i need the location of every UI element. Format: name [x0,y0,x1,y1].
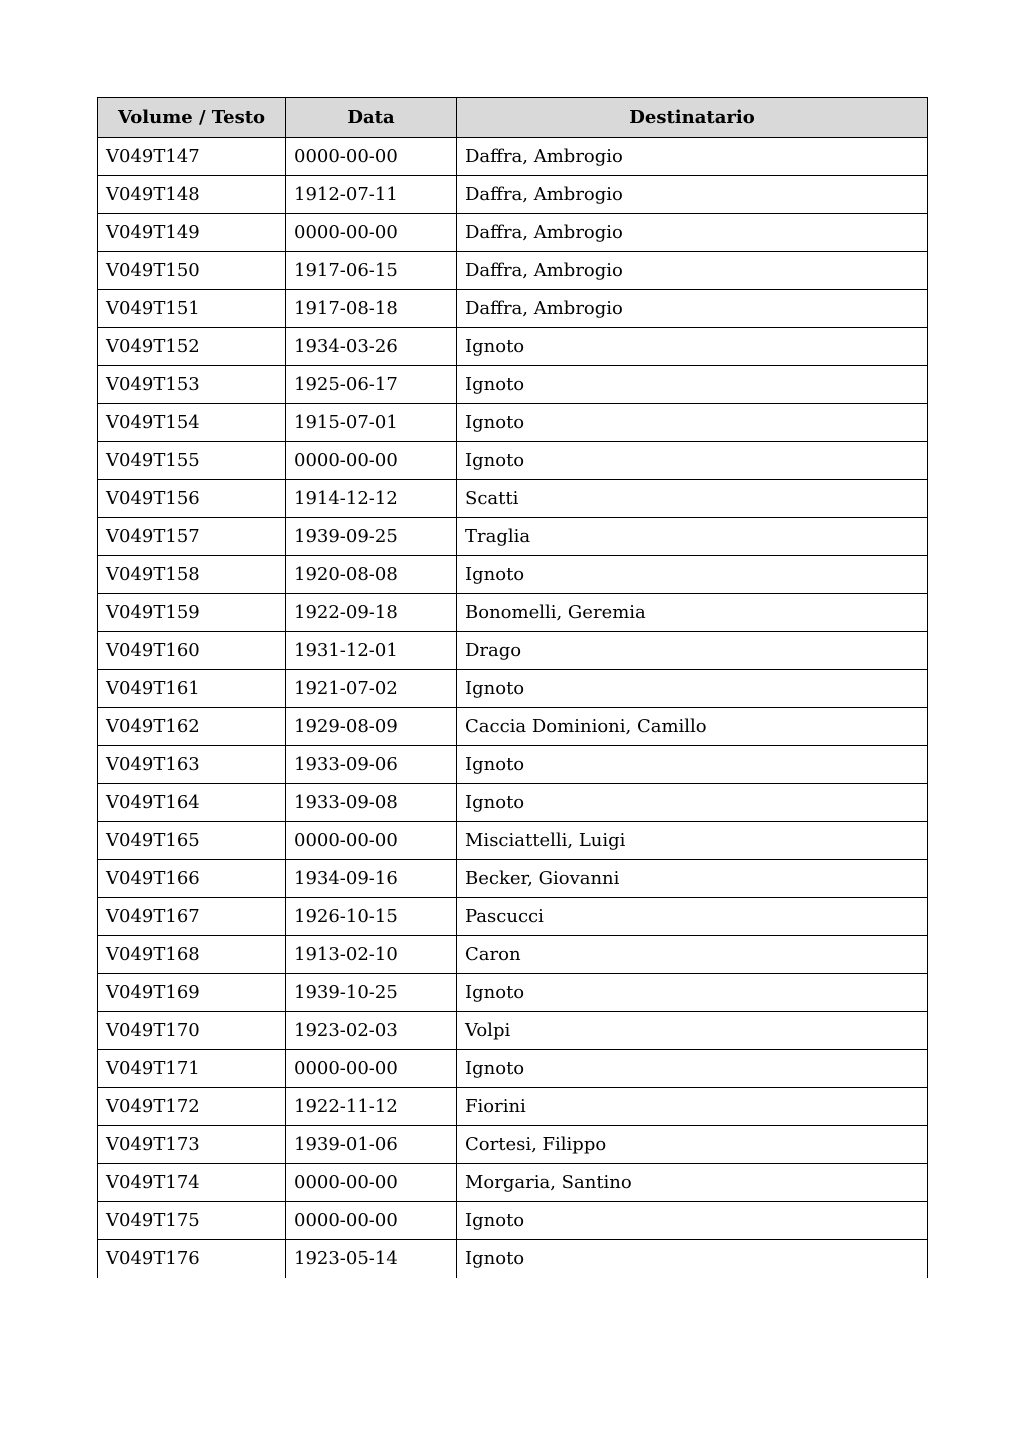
table-row [98,518,928,556]
cell-destinatario: Traglia [457,518,928,556]
table-row [98,214,928,252]
cell-volume-testo: V049T159 [98,594,286,632]
cell-volume-testo: V049T171 [98,1050,286,1088]
table-row [98,670,928,708]
cell-data: 1923-05-14 [286,1240,457,1278]
cell-destinatario: Morgaria, Santino [457,1164,928,1202]
cell-destinatario: Drago [457,632,928,670]
cell-volume-testo: V049T173 [98,1126,286,1164]
table-row [98,708,928,746]
cell-destinatario: Bonomelli, Geremia [457,594,928,632]
cell-volume-testo: V049T168 [98,936,286,974]
cell-destinatario: Daffra, Ambrogio [457,176,928,214]
cell-data: 1921-07-02 [286,670,457,708]
table-row [98,860,928,898]
cell-volume-testo: V049T157 [98,518,286,556]
cell-data: 1925-06-17 [286,366,457,404]
column-header-data: Data [286,98,457,138]
table-row [98,252,928,290]
cell-destinatario: Ignoto [457,366,928,404]
cell-destinatario: Ignoto [457,784,928,822]
cell-data: 0000-00-00 [286,214,457,252]
cell-data: 0000-00-00 [286,1050,457,1088]
cell-destinatario: Misciattelli, Luigi [457,822,928,860]
header-row [98,98,928,138]
cell-destinatario: Volpi [457,1012,928,1050]
cell-destinatario: Ignoto [457,1050,928,1088]
cell-volume-testo: V049T151 [98,290,286,328]
cell-destinatario: Daffra, Ambrogio [457,138,928,176]
table-row [98,632,928,670]
table-row [98,822,928,860]
cell-data: 1920-08-08 [286,556,457,594]
cell-data: 1934-03-26 [286,328,457,366]
cell-volume-testo: V049T152 [98,328,286,366]
table-row [98,290,928,328]
cell-volume-testo: V049T165 [98,822,286,860]
cell-data: 1939-09-25 [286,518,457,556]
cell-volume-testo: V049T155 [98,442,286,480]
table-row [98,1164,928,1202]
cell-volume-testo: V049T162 [98,708,286,746]
table-row [98,1202,928,1240]
cell-data: 1939-10-25 [286,974,457,1012]
cell-destinatario: Daffra, Ambrogio [457,214,928,252]
cell-destinatario: Ignoto [457,556,928,594]
table-row [98,784,928,822]
cell-volume-testo: V049T169 [98,974,286,1012]
cell-data: 1934-09-16 [286,860,457,898]
cell-data: 1914-12-12 [286,480,457,518]
cell-volume-testo: V049T158 [98,556,286,594]
cell-data: 1922-11-12 [286,1088,457,1126]
cell-data: 0000-00-00 [286,822,457,860]
cell-destinatario: Ignoto [457,404,928,442]
cell-volume-testo: V049T160 [98,632,286,670]
cell-data: 1912-07-11 [286,176,457,214]
cell-volume-testo: V049T166 [98,860,286,898]
cell-volume-testo: V049T164 [98,784,286,822]
cell-destinatario: Fiorini [457,1088,928,1126]
table-row [98,1050,928,1088]
table-header [98,98,928,138]
cell-volume-testo: V049T147 [98,138,286,176]
cell-destinatario: Daffra, Ambrogio [457,290,928,328]
table-row [98,328,928,366]
cell-data: 1939-01-06 [286,1126,457,1164]
cell-destinatario: Ignoto [457,746,928,784]
cell-volume-testo: V049T161 [98,670,286,708]
cell-destinatario: Caccia Dominioni, Camillo [457,708,928,746]
table-row [98,404,928,442]
cell-data: 1917-08-18 [286,290,457,328]
table-row [98,1240,928,1278]
cell-data: 0000-00-00 [286,1202,457,1240]
table-row [98,746,928,784]
cell-destinatario: Caron [457,936,928,974]
cell-volume-testo: V049T154 [98,404,286,442]
table-row [98,594,928,632]
table-row [98,936,928,974]
cell-volume-testo: V049T148 [98,176,286,214]
cell-volume-testo: V049T172 [98,1088,286,1126]
table-row [98,898,928,936]
cell-volume-testo: V049T150 [98,252,286,290]
cell-volume-testo: V049T149 [98,214,286,252]
table-body [98,138,928,1278]
cell-destinatario: Ignoto [457,328,928,366]
cell-destinatario: Cortesi, Filippo [457,1126,928,1164]
table-row [98,442,928,480]
table-row [98,480,928,518]
cell-destinatario: Ignoto [457,442,928,480]
letters-table [97,97,928,1278]
table-row [98,366,928,404]
cell-data: 1922-09-18 [286,594,457,632]
cell-destinatario: Ignoto [457,1202,928,1240]
cell-volume-testo: V049T163 [98,746,286,784]
cell-volume-testo: V049T170 [98,1012,286,1050]
cell-volume-testo: V049T167 [98,898,286,936]
cell-data: 1926-10-15 [286,898,457,936]
cell-destinatario: Becker, Giovanni [457,860,928,898]
cell-volume-testo: V049T153 [98,366,286,404]
table-row [98,176,928,214]
table-row [98,1012,928,1050]
column-header-destinatario: Destinatario [457,98,928,138]
table-row [98,974,928,1012]
cell-destinatario: Ignoto [457,974,928,1012]
cell-data: 1915-07-01 [286,404,457,442]
table-row [98,1088,928,1126]
table-row [98,1126,928,1164]
cell-destinatario: Pascucci [457,898,928,936]
cell-data: 1917-06-15 [286,252,457,290]
cell-data: 1923-02-03 [286,1012,457,1050]
cell-destinatario: Scatti [457,480,928,518]
table-row [98,138,928,176]
cell-data: 1931-12-01 [286,632,457,670]
cell-volume-testo: V049T156 [98,480,286,518]
cell-destinatario: Ignoto [457,670,928,708]
cell-data: 0000-00-00 [286,1164,457,1202]
cell-volume-testo: V049T174 [98,1164,286,1202]
cell-data: 1933-09-08 [286,784,457,822]
cell-volume-testo: V049T176 [98,1240,286,1278]
cell-destinatario: Ignoto [457,1240,928,1278]
cell-data: 1933-09-06 [286,746,457,784]
cell-data: 1913-02-10 [286,936,457,974]
cell-data: 0000-00-00 [286,442,457,480]
table-row [98,556,928,594]
cell-data: 1929-08-09 [286,708,457,746]
cell-destinatario: Daffra, Ambrogio [457,252,928,290]
cell-volume-testo: V049T175 [98,1202,286,1240]
column-header-volume-testo: Volume / Testo [98,98,286,138]
cell-data: 0000-00-00 [286,138,457,176]
